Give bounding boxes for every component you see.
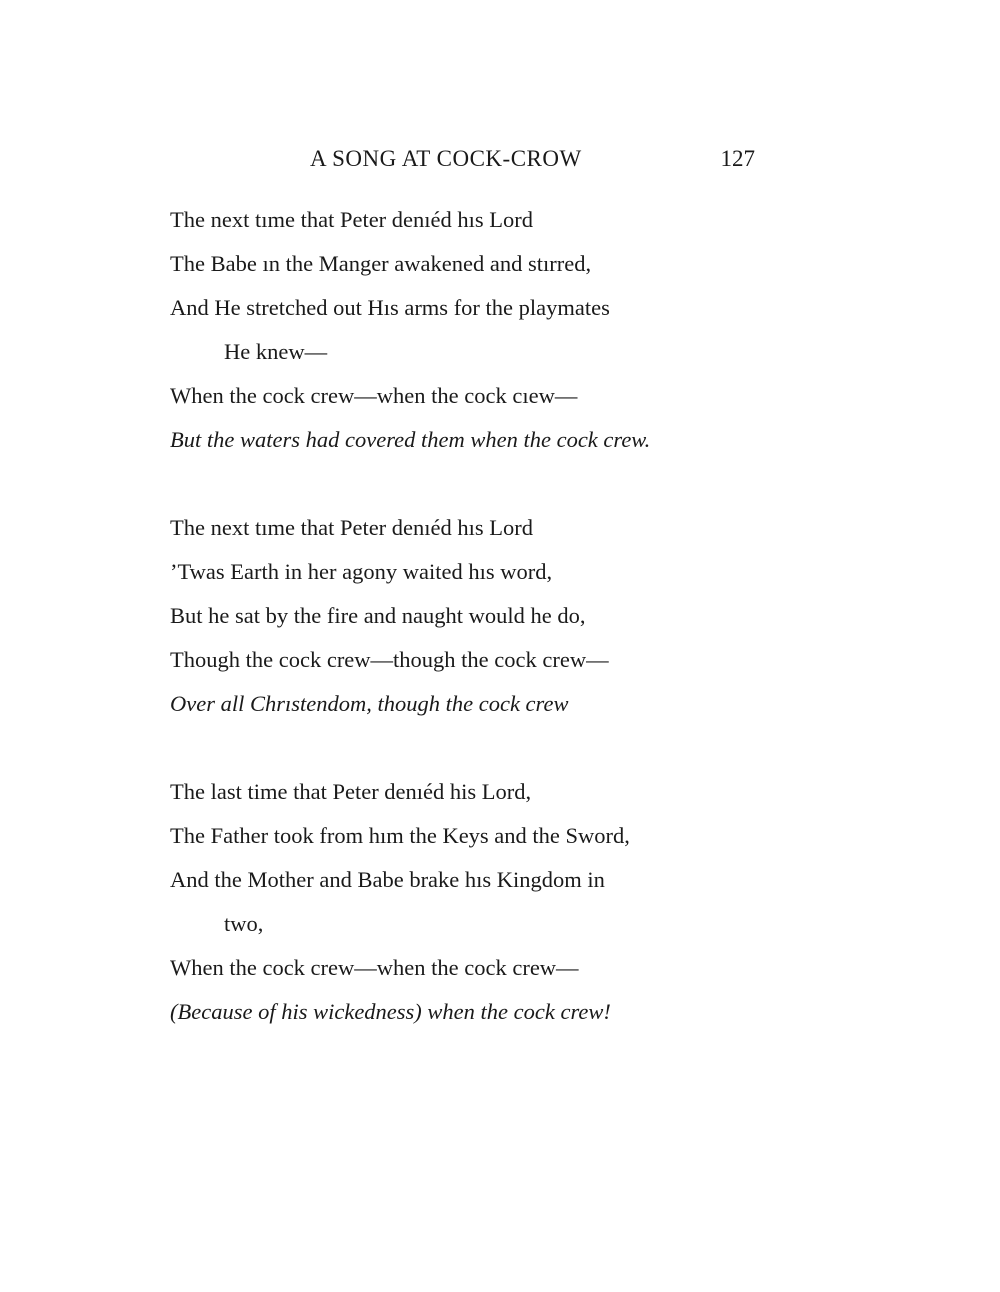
poem-line-continuation: He knew—	[224, 339, 328, 364]
poem-line: The next tıme that Peter denıéd hıs Lord	[170, 515, 534, 540]
poem-line: The next tıme that Peter denıéd hıs Lord	[170, 207, 534, 232]
poem-line: The Father took from hım the Keys and the Sword,	[170, 823, 630, 848]
poem-line-continuation: two,	[224, 911, 264, 936]
poem-line: The last time that Peter denıéd his Lord,	[170, 779, 532, 804]
page-number: 127	[720, 146, 755, 171]
poem-line: Though the cock crew—though the cock crew—	[170, 647, 609, 672]
poem-line: When the cock crew—when the cock cıew—	[170, 383, 578, 408]
poem-line: The Babe ın the Manger awakened and stırred,	[170, 251, 592, 276]
poem-line: But he sat by the fire and naught would he do,	[170, 603, 586, 628]
poem-line: When the cock crew—when the cock crew—	[170, 955, 579, 980]
running-head	[310, 146, 755, 182]
poem-refrain: Over all Chrıstendom, though the cock crew	[170, 691, 569, 716]
poem-line: And He stretched out Hıs arms for the playmates	[170, 295, 610, 320]
poem-line: ’Twas Earth in her agony waited hıs word,	[170, 559, 553, 584]
poem-body	[170, 198, 770, 1078]
stanza-3	[170, 770, 770, 1034]
poem-refrain: But the waters had covered them when the cock crew.	[170, 427, 651, 452]
stanza-2	[170, 506, 770, 726]
poem-refrain: (Because of his wickedness) when the cock crew!	[170, 999, 611, 1024]
running-title: A SONG AT COCK-CROW	[310, 146, 582, 171]
stanza-1	[170, 198, 770, 462]
poem-line: And the Mother and Babe brake hıs Kingdom in	[170, 867, 605, 892]
